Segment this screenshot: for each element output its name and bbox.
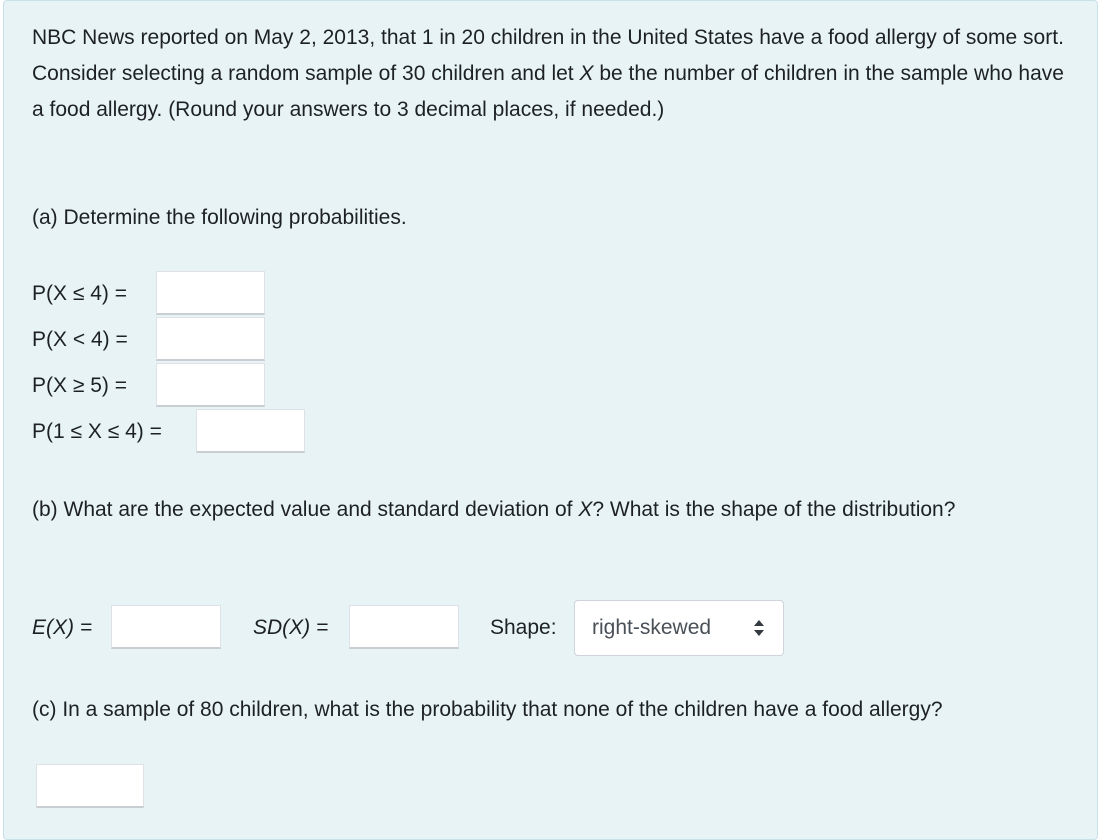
prob-input-ge5[interactable] — [156, 363, 265, 407]
part-b-question — [32, 492, 1072, 528]
select-arrows-icon — [753, 617, 765, 639]
std-dev-input[interactable] — [349, 605, 459, 649]
part-b-variable: X — [578, 498, 593, 521]
prob-input-le4[interactable] — [156, 271, 265, 315]
intro-variable: X — [579, 62, 594, 85]
intro-text-1: NBC News reported on May 2, 2013, that 1 in 20 children in the United States have a food allergy of some sort. Consider selecting a random sample of 30 children and let — [32, 26, 1064, 85]
expected-value-input[interactable] — [111, 605, 221, 649]
expected-value-label: E(X) = — [32, 616, 93, 639]
prob-label-1to4: P(1 ≤ X ≤ 4) = — [32, 420, 162, 443]
part-c-input[interactable] — [36, 764, 144, 808]
prob-label-le4: P(X ≤ 4) = — [32, 282, 127, 305]
prob-input-lt4[interactable] — [156, 317, 265, 361]
part-a-question: (a) Determine the following probabilities. — [32, 206, 407, 229]
shape-label: Shape: — [490, 616, 557, 639]
part-c-question: (c) In a sample of 80 children, what is the probability that none of the children have a food allergy? — [32, 698, 943, 721]
shape-select[interactable] — [574, 600, 784, 656]
prob-label-lt4: P(X < 4) = — [32, 328, 128, 351]
std-dev-label: SD(X) = — [253, 616, 329, 639]
part-b-text-2: ? What is the shape of the distribution? — [592, 498, 956, 521]
part-b-text-1: (b) What are the expected value and standard deviation of — [32, 498, 579, 521]
prob-label-ge5: P(X ≥ 5) = — [32, 374, 127, 397]
intro-text-2: be the number of children in the sample who have a food allergy. (Round your answers to 3 decimal places, if needed.) — [32, 62, 1064, 121]
problem-intro — [32, 20, 1072, 128]
prob-input-1to4[interactable] — [196, 409, 305, 453]
shape-selected-value: right-skewed — [592, 616, 712, 639]
